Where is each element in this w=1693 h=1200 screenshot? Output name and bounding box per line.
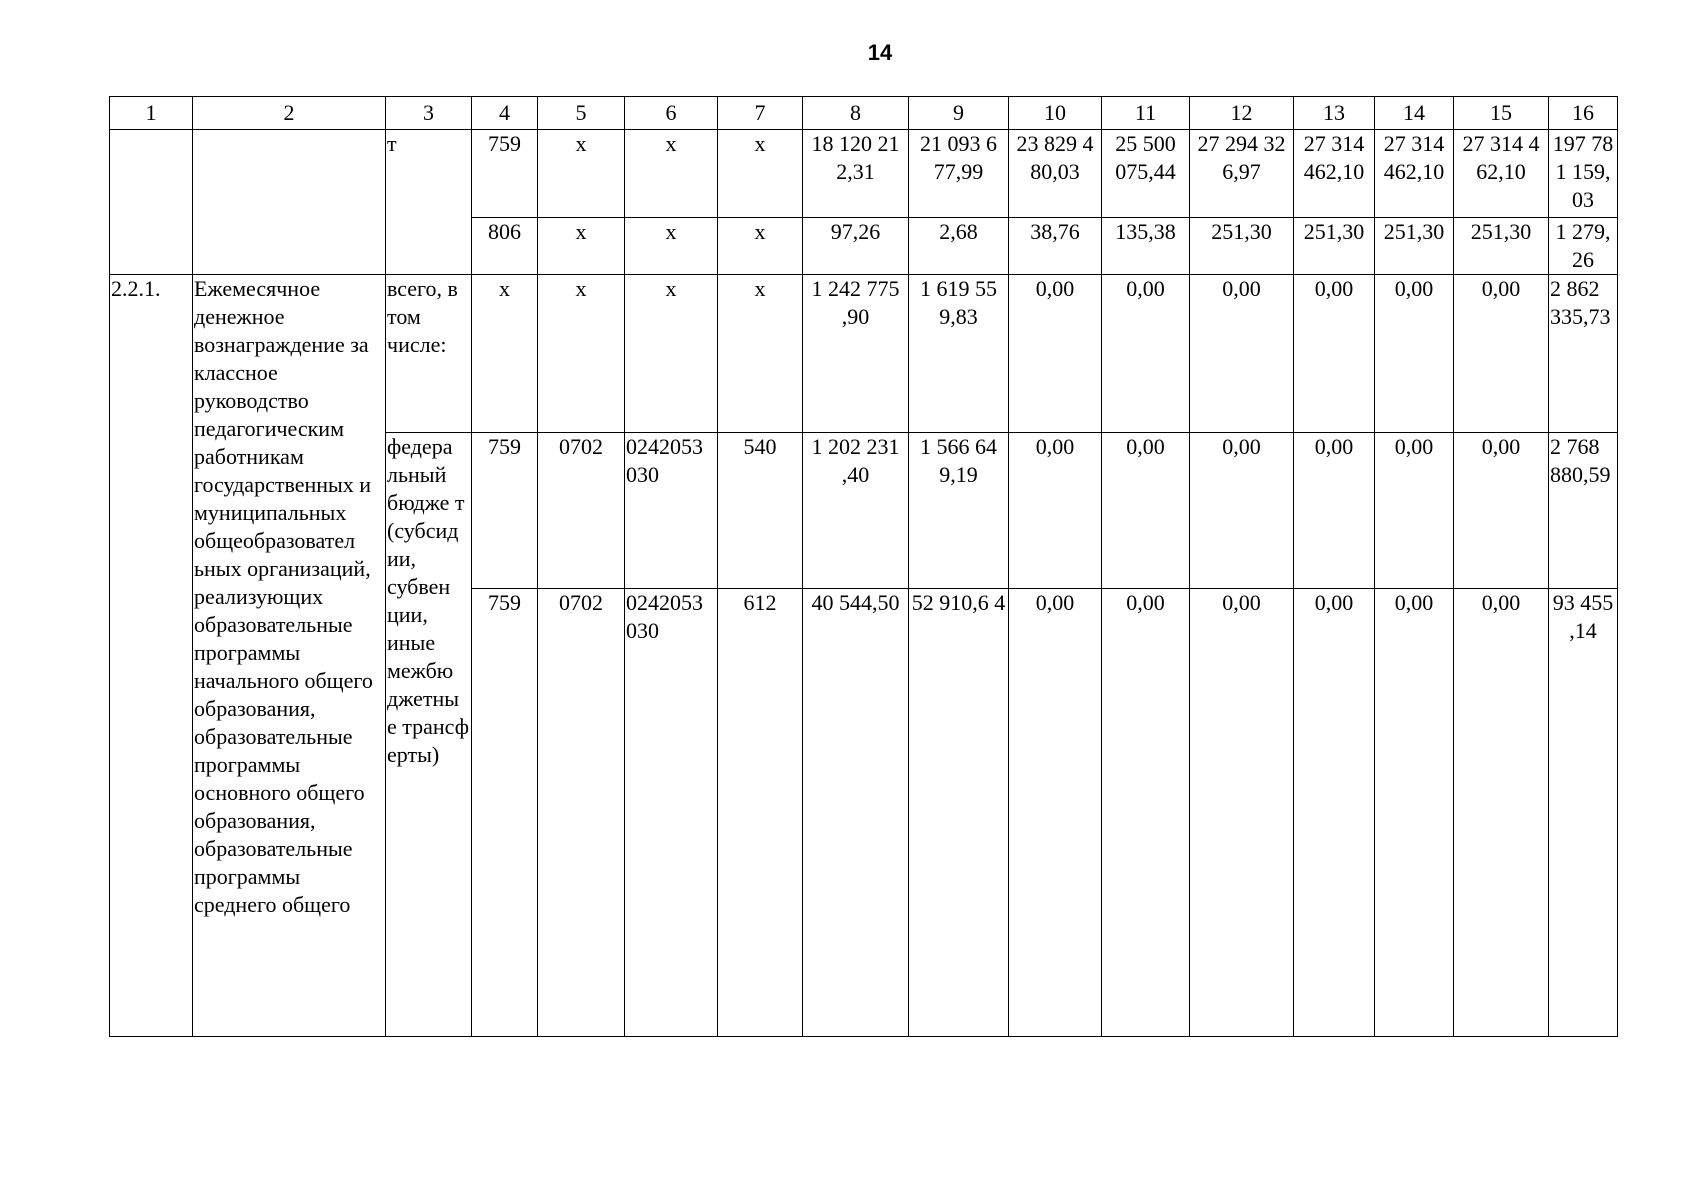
budget-table <box>109 96 1618 1037</box>
table-cell: 0,00 <box>1375 275 1454 433</box>
table-cell: 612 <box>718 589 803 1037</box>
table-cell: 0,00 <box>1294 589 1375 1037</box>
table-cell: 2 768 880,59 <box>1549 433 1618 589</box>
table-cell: 759 <box>472 130 538 218</box>
table-cell: 2 862 335,73 <box>1549 275 1618 433</box>
table-cell: х <box>625 130 718 218</box>
table-cell: 1 279, 26 <box>1549 218 1618 275</box>
table-cell: 23 829 4 80,03 <box>1009 130 1102 218</box>
table-cell: х <box>718 275 803 433</box>
description-cell <box>193 130 386 275</box>
table-cell: 27 314 4 62,10 <box>1454 130 1549 218</box>
table-cell: х <box>625 218 718 275</box>
table-cell: 0,00 <box>1454 433 1549 589</box>
table-cell: 0242053 030 <box>625 589 718 1037</box>
table-cell: 0,00 <box>1454 589 1549 1037</box>
table-cell: 0,00 <box>1454 275 1549 433</box>
table-cell: х <box>538 130 625 218</box>
column-header: 10 <box>1009 97 1102 130</box>
table-cell: 251,30 <box>1190 218 1294 275</box>
table-cell: 0,00 <box>1190 275 1294 433</box>
table-cell: х <box>538 275 625 433</box>
table-cell: х <box>625 275 718 433</box>
table-cell: 0,00 <box>1009 589 1102 1037</box>
table-cell: 0,00 <box>1294 433 1375 589</box>
table-cell: 0702 <box>538 589 625 1037</box>
table-cell: 0,00 <box>1009 275 1102 433</box>
column-header: 2 <box>193 97 386 130</box>
funding-source-cell: т <box>386 130 472 275</box>
column-header: 7 <box>718 97 803 130</box>
table-cell: 93 455 ,14 <box>1549 589 1618 1037</box>
table-cell: 759 <box>472 589 538 1037</box>
column-header: 15 <box>1454 97 1549 130</box>
table-row <box>110 275 1618 433</box>
column-header: 13 <box>1294 97 1375 130</box>
column-header: 9 <box>909 97 1009 130</box>
table-cell: 0,00 <box>1294 275 1375 433</box>
table-cell: 2,68 <box>909 218 1009 275</box>
table-cell: 0702 <box>538 433 625 589</box>
column-header: 8 <box>803 97 909 130</box>
row-number-cell <box>110 130 193 275</box>
table-cell: 135,38 <box>1102 218 1190 275</box>
column-header: 14 <box>1375 97 1454 130</box>
table-cell: 25 500 075,44 <box>1102 130 1190 218</box>
description-cell: Ежемесячное денежное вознаграждение за классное руководство педагогическим работникам государственных и муниципальных общеобразовател ьных организаций, реализующих образовательные программы начального общего образования, образовательные программы основного общего образования, образовательные программы среднего общего <box>193 275 386 1037</box>
table-cell: 40 544,50 <box>803 589 909 1037</box>
table-cell: 197 78 1 159, 03 <box>1549 130 1618 218</box>
column-header: 5 <box>538 97 625 130</box>
table-cell: х <box>718 218 803 275</box>
table-cell: 1 202 231 ,40 <box>803 433 909 589</box>
funding-source-cell: федера льный бюдже т (субсид ии, субвен ции, иные межбю джетны е трансф ерты) <box>386 433 472 1037</box>
page-number: 14 <box>867 40 893 65</box>
table-cell: 1 619 55 9,83 <box>909 275 1009 433</box>
table-cell: 0,00 <box>1190 589 1294 1037</box>
table-cell: х <box>718 130 803 218</box>
table-cell: 251,30 <box>1375 218 1454 275</box>
row-number-cell: 2.2.1. <box>110 275 193 1037</box>
table-cell: 0,00 <box>1102 589 1190 1037</box>
table-cell: х <box>472 275 538 433</box>
table-cell: 251,30 <box>1294 218 1375 275</box>
column-header: 4 <box>472 97 538 130</box>
table-cell: 27 314 462,10 <box>1375 130 1454 218</box>
table-cell: 759 <box>472 433 538 589</box>
column-header: 12 <box>1190 97 1294 130</box>
column-header: 6 <box>625 97 718 130</box>
table-cell: 18 120 21 2,31 <box>803 130 909 218</box>
table-cell: 806 <box>472 218 538 275</box>
table-cell: 52 910,6 4 <box>909 589 1009 1037</box>
table-cell: 1 566 64 9,19 <box>909 433 1009 589</box>
table-cell: 540 <box>718 433 803 589</box>
table-cell: 27 314 462,10 <box>1294 130 1375 218</box>
table-cell: 0,00 <box>1375 589 1454 1037</box>
column-header: 1 <box>110 97 193 130</box>
table-cell: 97,26 <box>803 218 909 275</box>
table-cell: 251,30 <box>1454 218 1549 275</box>
table-cell: 0,00 <box>1102 275 1190 433</box>
header-row <box>110 97 1618 130</box>
column-header: 11 <box>1102 97 1190 130</box>
column-header: 3 <box>386 97 472 130</box>
funding-source-cell: всего, в том числе: <box>386 275 472 433</box>
table-cell: 38,76 <box>1009 218 1102 275</box>
table-cell: 0242053 030 <box>625 433 718 589</box>
table-cell: 27 294 32 6,97 <box>1190 130 1294 218</box>
column-header: 16 <box>1549 97 1618 130</box>
table-cell: 0,00 <box>1375 433 1454 589</box>
table-cell: 0,00 <box>1102 433 1190 589</box>
table-cell: 21 093 6 77,99 <box>909 130 1009 218</box>
table-cell: 0,00 <box>1190 433 1294 589</box>
table-cell: 0,00 <box>1009 433 1102 589</box>
table-cell: 1 242 775 ,90 <box>803 275 909 433</box>
table-row <box>110 130 1618 218</box>
table-cell: х <box>538 218 625 275</box>
